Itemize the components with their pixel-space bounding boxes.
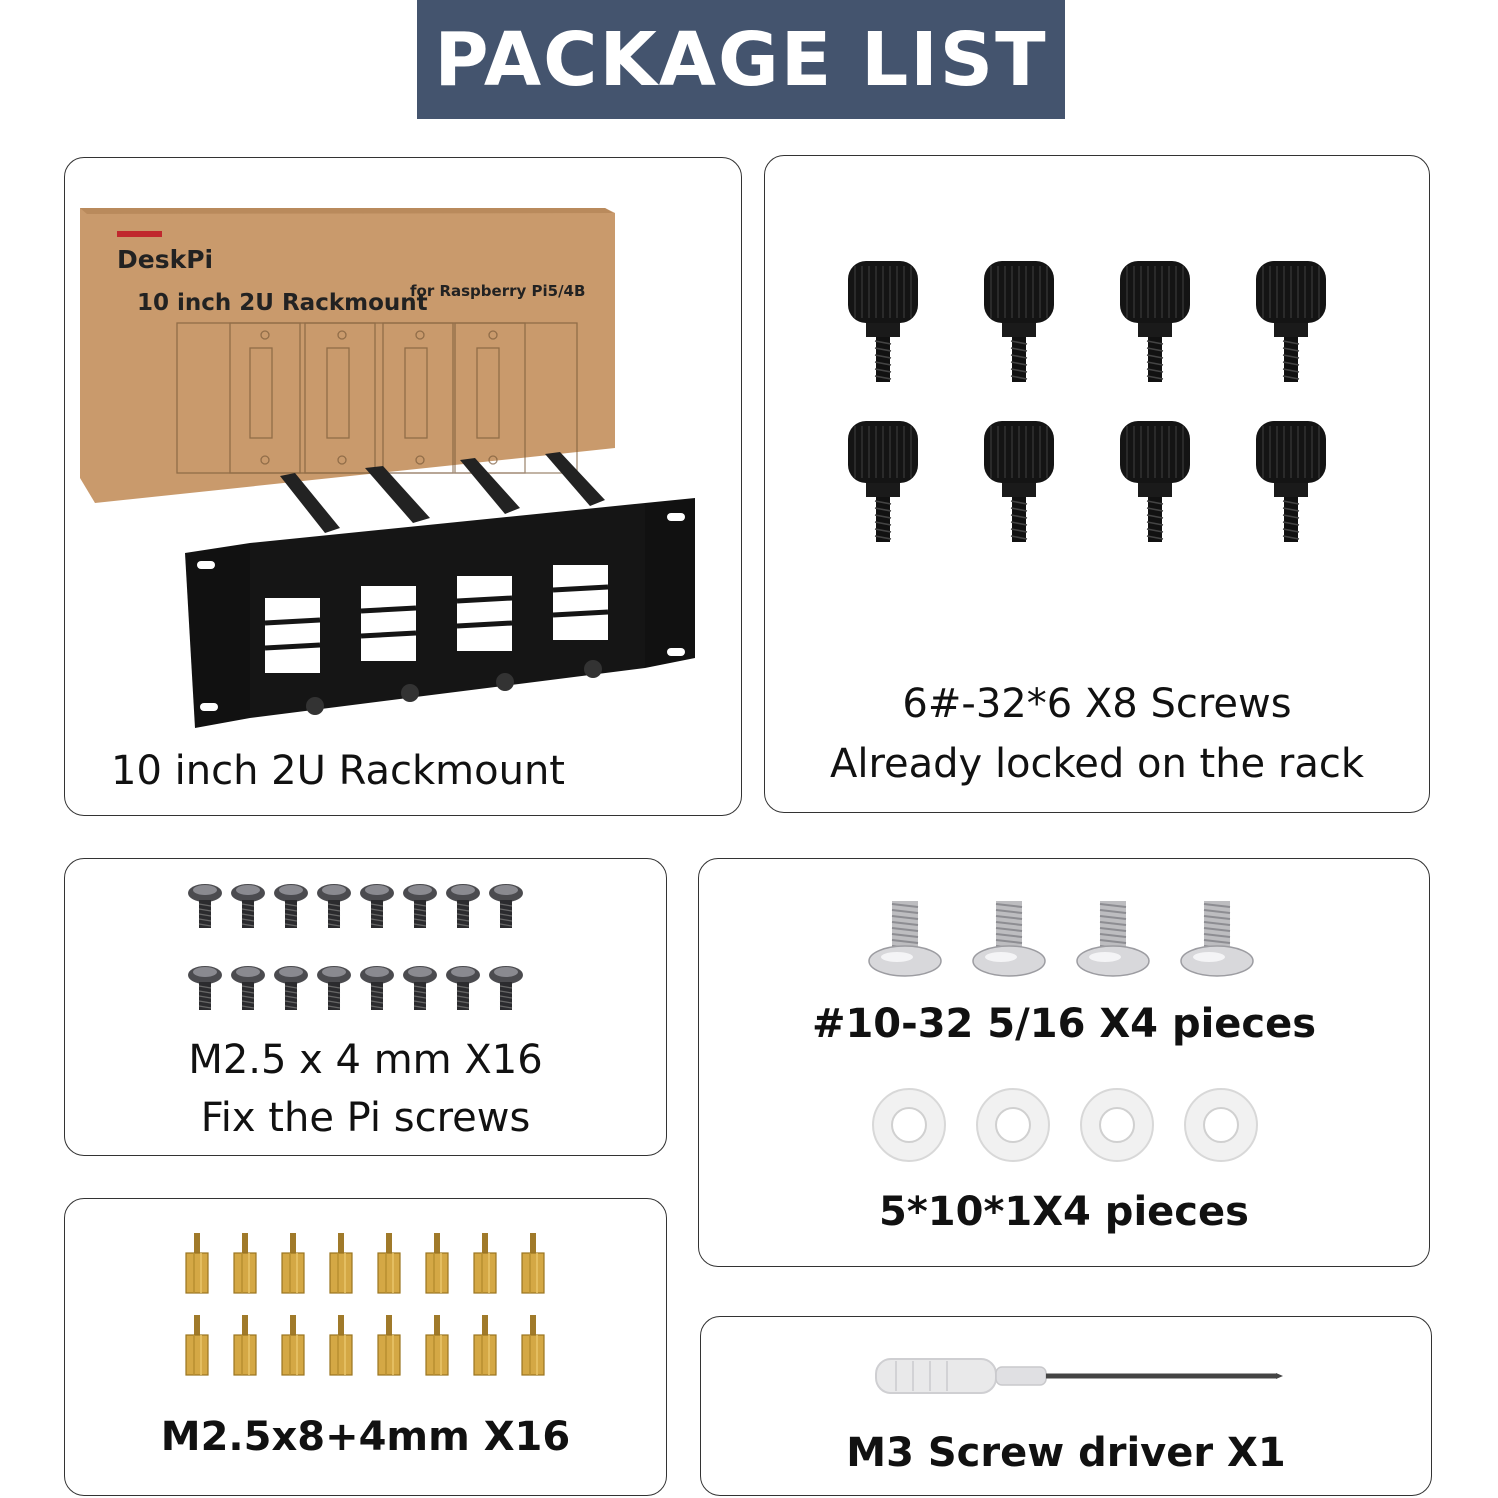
small-screw-icon [446, 884, 480, 928]
small-screw-icon [317, 884, 351, 928]
page-title: PACKAGE LIST [434, 16, 1048, 103]
screwdriver-icon [701, 1337, 1432, 1417]
brass-standoff-icon [330, 1315, 352, 1375]
thumb-screw-icon [1256, 261, 1326, 382]
washers-label: 5*10*1X4 pieces [879, 1189, 1249, 1235]
thumb-screw-grid [765, 156, 1430, 596]
rack-screw-row [699, 859, 1430, 999]
standoffs-card [64, 1198, 667, 1496]
brass-standoff-icon [426, 1315, 448, 1375]
standoff-grid [65, 1199, 667, 1399]
rackmount-product-image [65, 158, 742, 816]
rackmount-card [64, 157, 742, 816]
thumb-screw-icon [848, 421, 918, 542]
screwdriver-card [700, 1316, 1432, 1496]
small-screw-icon [403, 966, 437, 1010]
small-screw-icon [403, 884, 437, 928]
pi-screws-card [64, 858, 667, 1156]
thumb-screw-icon [1256, 421, 1326, 542]
small-screw-grid [65, 859, 667, 1019]
small-screw-icon [188, 884, 222, 928]
small-screw-icon [188, 966, 222, 1010]
small-screw-icon [274, 966, 308, 1010]
rack-screws-card [698, 858, 1430, 1267]
small-screw-icon [231, 884, 265, 928]
small-screw-icon [489, 966, 523, 1010]
rack-screw-icon [973, 901, 1045, 976]
thumb-screw-icon [984, 261, 1054, 382]
washer-icon [977, 1089, 1049, 1161]
thumb-screws-line1: 6#-32*6 X8 Screws [902, 681, 1292, 727]
pi-screws-line1: M2.5 x 4 mm X16 [188, 1037, 543, 1083]
rack-screw-icon [1077, 901, 1149, 976]
small-screw-icon [446, 966, 480, 1010]
rack-panel [185, 452, 695, 728]
small-screw-icon [360, 884, 394, 928]
box-brand: DeskPi [117, 245, 214, 274]
washer-icon [1185, 1089, 1257, 1161]
small-screw-icon [360, 966, 394, 1010]
washer-row [699, 1077, 1430, 1177]
brass-standoff-icon [474, 1233, 496, 1293]
rack-screw-icon [1181, 901, 1253, 976]
washer-icon [873, 1089, 945, 1161]
box-subtitle: for Raspberry Pi5/4B [410, 282, 586, 300]
screwdriver-label: M3 Screw driver X1 [846, 1430, 1286, 1476]
rackmount-label: 10 inch 2U Rackmount [111, 748, 565, 794]
brass-standoff-icon [522, 1315, 544, 1375]
washer-icon [1081, 1089, 1153, 1161]
small-screw-icon [274, 884, 308, 928]
rack-screws-label: #10-32 5/16 X4 pieces [811, 1001, 1317, 1047]
standoffs-label: M2.5x8+4mm X16 [160, 1414, 571, 1460]
brass-standoff-icon [522, 1233, 544, 1293]
thumb-screws-line2: Already locked on the rack [830, 741, 1364, 787]
brass-standoff-icon [378, 1233, 400, 1293]
pi-screws-line2: Fix the Pi screws [200, 1095, 531, 1141]
thumb-screw-icon [848, 261, 918, 382]
thumb-screws-card [764, 155, 1430, 813]
thumb-screw-icon [1120, 421, 1190, 542]
brass-standoff-icon [426, 1233, 448, 1293]
brass-standoff-icon [234, 1315, 256, 1375]
brass-standoff-icon [186, 1315, 208, 1375]
rack-screw-icon [869, 901, 941, 976]
small-screw-icon [317, 966, 351, 1010]
small-screw-icon [489, 884, 523, 928]
brass-standoff-icon [378, 1315, 400, 1375]
thumb-screw-icon [984, 421, 1054, 542]
small-screw-icon [231, 966, 265, 1010]
brass-standoff-icon [234, 1233, 256, 1293]
brass-standoff-icon [186, 1233, 208, 1293]
box-title: 10 inch 2U Rackmount [137, 290, 428, 316]
package-list-header [417, 0, 1065, 119]
brass-standoff-icon [330, 1233, 352, 1293]
thumb-screw-icon [1120, 261, 1190, 382]
brass-standoff-icon [282, 1233, 304, 1293]
brass-standoff-icon [282, 1315, 304, 1375]
brass-standoff-icon [474, 1315, 496, 1375]
